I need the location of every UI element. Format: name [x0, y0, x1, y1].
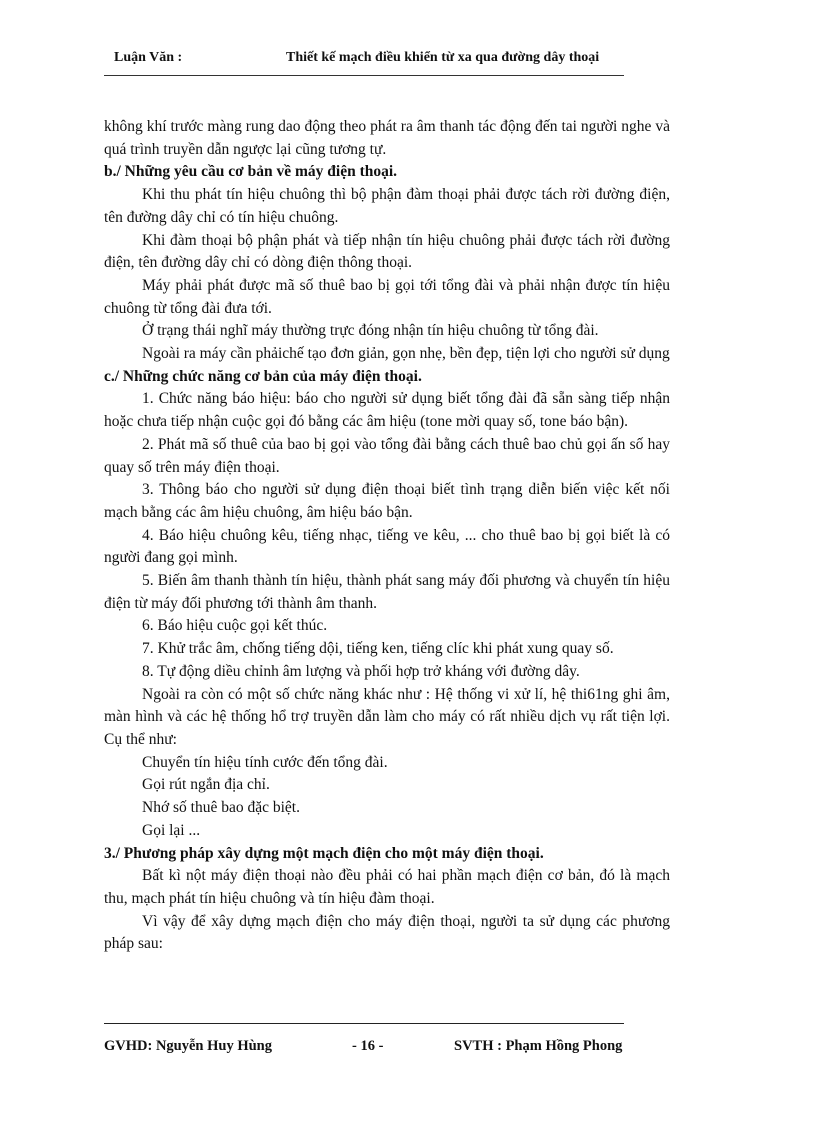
list-item: Gọi lại ... — [142, 821, 201, 839]
paragraph: Ngoài ra máy cần phảichế tạo đơn giản, gọn nhẹ, bền đẹp, tiện lợi cho người sử dụng — [142, 345, 670, 363]
paragraph: Máy phải phát được mã số thuê bao bị gọi tới tổng đài và phải nhận được tín hiệu chuông từ tổng đài đưa tới. — [104, 276, 670, 317]
advisor-name: GVHD: Nguyễn Huy Hùng — [104, 1038, 272, 1054]
section-heading: c./ Những chức năng cơ bản của máy điện thoại. — [104, 367, 422, 385]
paragraph: Khi thu phát tín hiệu chuông thì bộ phận đàm thoại phải được tách rời đường điện, tên đường dây chỉ có tín hiệu chuông. — [104, 186, 670, 226]
list-item: Gọi rút ngắn địa chỉ. — [142, 776, 270, 794]
page-header — [104, 50, 624, 74]
header-label: Luận Văn : — [114, 50, 183, 65]
list-item: 8. Tự động diều chỉnh âm lượng và phối hợp trở kháng với đường dây. — [142, 662, 580, 680]
list-item: 4. Báo hiệu chuông kêu, tiếng nhạc, tiếng ve kêu, ... cho thuê bao bị gọi biết là có người đang gọi mình. — [104, 526, 670, 567]
footer-rule — [104, 1023, 624, 1024]
list-item: 2. Phát mã số thuê của bao bị gọi vào tổng đài bằng cách thuê bao chủ gọi ấn số hay quay số trên máy điện thoại. — [104, 435, 670, 476]
document-body — [104, 116, 670, 956]
list-item: 7. Khử trắc âm, chống tiếng dội, tiếng ken, tiếng clíc khi phát xung quay số. — [142, 640, 614, 658]
list-item: 5. Biến âm thanh thành tín hiệu, thành phát sang máy đối phương và chuyển tín hiệu điện từ máy đối phương tới thành âm thanh. — [104, 572, 670, 612]
list-item: Chuyển tín hiệu tính cước đến tổng đài. — [142, 753, 388, 771]
list-item: 3. Thông báo cho người sử dụng điện thoại biết tình trạng diễn biến việc kết nối mạch bằng các âm hiệu chuông, âm hiệu báo bận. — [104, 481, 670, 521]
page-number: - 16 - — [352, 1038, 384, 1054]
thesis-title: Thiết kế mạch điều khiển từ xa qua đường dây thoại — [286, 50, 600, 65]
section-heading: 3./ Phương pháp xây dựng một mạch điện cho một máy điện thoại. — [104, 844, 544, 862]
paragraph: Khi đàm thoại bộ phận phát và tiếp nhận tín hiệu chuông phải được tách rời đường điện, tên đường dây chỉ có dòng điện thông thoại. — [104, 231, 670, 272]
paragraph: Bất kì nột máy điện thoại nào đều phải có hai phần mạch điện cơ bản, đó là mạch thu, mạch phát tín hiệu chuông và tín hiệu đàm thoại. — [104, 867, 670, 907]
paragraph: Vì vậy để xây dựng mạch điện cho máy điện thoại, người ta sử dụng các phương pháp sau: — [104, 912, 670, 953]
student-name: SVTH : Phạm Hồng Phong — [454, 1038, 623, 1054]
list-item: 6. Báo hiệu cuộc gọi kết thúc. — [142, 617, 328, 635]
paragraph: Ngoài ra còn có một số chức năng khác như : Hệ thống vi xử lí, hệ thi61ng ghi âm, màn hình và các hệ thống hổ trợ truyền dẫn làm cho máy có rất nhiều dịch vụ rất tiện lợi. Cụ thể như: — [104, 685, 670, 748]
list-item: 1. Chức năng báo hiệu: báo cho người sử dụng biết tổng đài đã sẵn sàng tiếp nhận hoặc chưa tiếp nhận cuộc gọi đó bằng các âm hiệu (tone mời quay số, tone báo bận). — [104, 390, 670, 431]
paragraph: Ở trạng thái nghĩ máy thường trực đóng nhận tín hiệu chuông từ tổng đài. — [142, 322, 599, 340]
list-item: Nhớ số thuê bao đặc biệt. — [142, 799, 300, 817]
section-heading: b./ Những yêu cầu cơ bản về máy điện thoại. — [104, 163, 398, 181]
paragraph: không khí trước màng rung dao động theo phát ra âm thanh tác động đến tai người nghe và quá trình truyền dẫn ngược lại cũng tương tự. — [104, 118, 670, 158]
page-footer — [104, 1038, 644, 1060]
header-rule — [104, 75, 624, 76]
